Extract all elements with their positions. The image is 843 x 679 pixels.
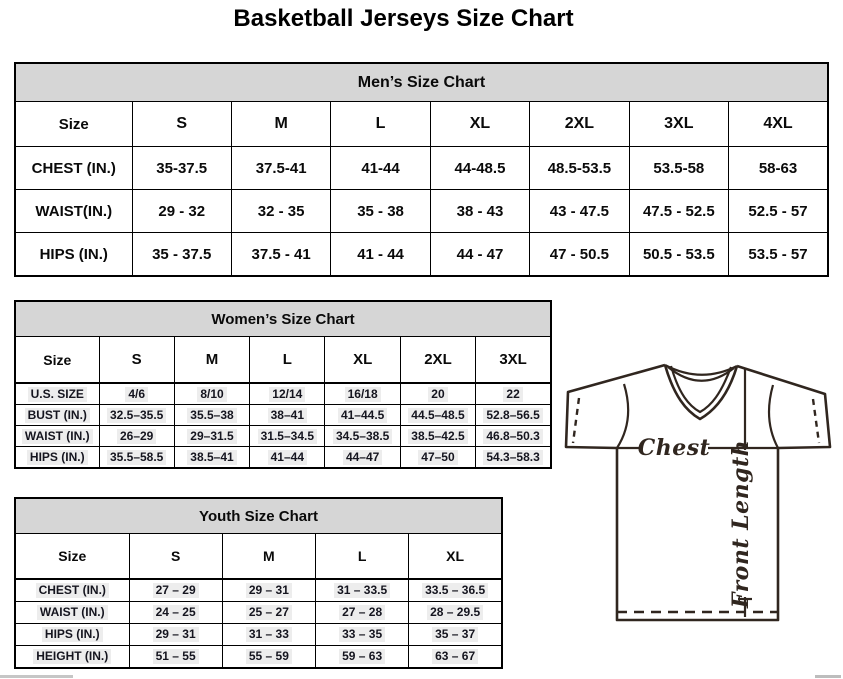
womens-value-cell: 12/14 bbox=[250, 383, 325, 405]
womens-value-cell: 46.8–50.3 bbox=[476, 426, 551, 447]
mens-value-cell: 53.5-58 bbox=[629, 147, 728, 190]
mens-value-cell: 35-37.5 bbox=[132, 147, 231, 190]
mens-value-cell: 48.5-53.5 bbox=[530, 147, 629, 190]
mens-value-cell: 47 - 50.5 bbox=[530, 233, 629, 277]
womens-row-label: U.S. SIZE bbox=[15, 383, 99, 405]
youth-row-label: HIPS (IN.) bbox=[15, 624, 129, 646]
youth-value-cell: 29 – 31 bbox=[222, 579, 315, 602]
mens-value-cell: 29 - 32 bbox=[132, 190, 231, 233]
mens-value-cell: 53.5 - 57 bbox=[729, 233, 828, 277]
youth-row-label: HEIGHT (IN.) bbox=[15, 646, 129, 669]
mens-value-cell: 50.5 - 53.5 bbox=[629, 233, 728, 277]
womens-value-cell: 4/6 bbox=[99, 383, 174, 405]
mens-value-cell: 35 - 37.5 bbox=[132, 233, 231, 277]
womens-value-cell: 44.5–48.5 bbox=[400, 405, 475, 426]
mens-row-label: CHEST (IN.) bbox=[15, 147, 132, 190]
womens-row-label: BUST (IN.) bbox=[15, 405, 99, 426]
youth-value-cell: 33 – 35 bbox=[316, 624, 409, 646]
womens-value-cell: 29–31.5 bbox=[174, 426, 249, 447]
mens-value-cell: 58-63 bbox=[729, 147, 828, 190]
womens-value-cell: 38.5–42.5 bbox=[400, 426, 475, 447]
front-length-label: Front Length bbox=[728, 439, 754, 609]
mens-col-header: L bbox=[331, 102, 430, 147]
mens-col-header: S bbox=[132, 102, 231, 147]
womens-value-cell: 44–47 bbox=[325, 447, 400, 469]
womens-value-cell: 16/18 bbox=[325, 383, 400, 405]
right-cuff-dashed-seam bbox=[813, 399, 819, 443]
mens-size-table bbox=[14, 62, 829, 277]
youth-value-cell: 59 – 63 bbox=[316, 646, 409, 669]
youth-size-label: Size bbox=[15, 534, 129, 580]
womens-col-header: M bbox=[174, 337, 249, 384]
scrollbar-fragment-right[interactable] bbox=[815, 675, 841, 678]
womens-row-label: WAIST (IN.) bbox=[15, 426, 99, 447]
womens-value-cell: 35.5–58.5 bbox=[99, 447, 174, 469]
mens-table-title: Men’s Size Chart bbox=[15, 63, 828, 102]
page-title: Basketball Jerseys Size Chart bbox=[233, 5, 574, 32]
scrollbar-fragment-left[interactable] bbox=[0, 675, 73, 678]
youth-value-cell: 27 – 28 bbox=[316, 602, 409, 624]
mens-value-cell: 47.5 - 52.5 bbox=[629, 190, 728, 233]
womens-value-cell: 32.5–35.5 bbox=[99, 405, 174, 426]
youth-col-header: M bbox=[222, 534, 315, 580]
womens-size-label: Size bbox=[15, 337, 99, 384]
womens-value-cell: 38–41 bbox=[250, 405, 325, 426]
youth-row-label: WAIST (IN.) bbox=[15, 602, 129, 624]
youth-value-cell: 31 – 33 bbox=[222, 624, 315, 646]
youth-value-cell: 35 – 37 bbox=[409, 624, 502, 646]
mens-row-label: WAIST(IN.) bbox=[15, 190, 132, 233]
womens-value-cell: 31.5–34.5 bbox=[250, 426, 325, 447]
mens-value-cell: 44-48.5 bbox=[430, 147, 529, 190]
jersey-measurement-diagram bbox=[558, 358, 843, 626]
womens-col-header: 3XL bbox=[476, 337, 551, 384]
mens-value-cell: 37.5-41 bbox=[231, 147, 330, 190]
mens-value-cell: 38 - 43 bbox=[430, 190, 529, 233]
mens-value-cell: 41-44 bbox=[331, 147, 430, 190]
womens-value-cell: 34.5–38.5 bbox=[325, 426, 400, 447]
womens-size-table bbox=[14, 300, 552, 469]
mens-value-cell: 32 - 35 bbox=[231, 190, 330, 233]
mens-value-cell: 52.5 - 57 bbox=[729, 190, 828, 233]
youth-value-cell: 28 – 29.5 bbox=[409, 602, 502, 624]
youth-col-header: XL bbox=[409, 534, 502, 580]
womens-value-cell: 22 bbox=[476, 383, 551, 405]
youth-value-cell: 29 – 31 bbox=[129, 624, 222, 646]
youth-value-cell: 51 – 55 bbox=[129, 646, 222, 669]
womens-value-cell: 54.3–58.3 bbox=[476, 447, 551, 469]
jersey-outline bbox=[566, 365, 830, 620]
womens-value-cell: 8/10 bbox=[174, 383, 249, 405]
youth-value-cell: 27 – 29 bbox=[129, 579, 222, 602]
left-armhole-seam bbox=[617, 384, 628, 448]
womens-col-header: 2XL bbox=[400, 337, 475, 384]
womens-value-cell: 35.5–38 bbox=[174, 405, 249, 426]
youth-value-cell: 24 – 25 bbox=[129, 602, 222, 624]
womens-col-header: XL bbox=[325, 337, 400, 384]
mens-value-cell: 44 - 47 bbox=[430, 233, 529, 277]
womens-table-title: Women’s Size Chart bbox=[15, 301, 551, 337]
womens-value-cell: 26–29 bbox=[99, 426, 174, 447]
mens-col-header: 3XL bbox=[629, 102, 728, 147]
mens-col-header: 4XL bbox=[729, 102, 828, 147]
womens-col-header: L bbox=[250, 337, 325, 384]
youth-col-header: S bbox=[129, 534, 222, 580]
mens-size-label: Size bbox=[15, 102, 132, 147]
womens-value-cell: 41–44 bbox=[250, 447, 325, 469]
mens-value-cell: 41 - 44 bbox=[331, 233, 430, 277]
youth-size-table bbox=[14, 497, 503, 669]
mens-col-header: XL bbox=[430, 102, 529, 147]
youth-value-cell: 55 – 59 bbox=[222, 646, 315, 669]
womens-value-cell: 52.8–56.5 bbox=[476, 405, 551, 426]
youth-row-label: CHEST (IN.) bbox=[15, 579, 129, 602]
mens-col-header: M bbox=[231, 102, 330, 147]
youth-value-cell: 63 – 67 bbox=[409, 646, 502, 669]
womens-value-cell: 47–50 bbox=[400, 447, 475, 469]
mens-value-cell: 37.5 - 41 bbox=[231, 233, 330, 277]
chest-label: Chest bbox=[637, 435, 711, 461]
womens-col-header: S bbox=[99, 337, 174, 384]
mens-value-cell: 35 - 38 bbox=[331, 190, 430, 233]
right-armhole-seam bbox=[769, 385, 778, 448]
womens-value-cell: 20 bbox=[400, 383, 475, 405]
womens-value-cell: 38.5–41 bbox=[174, 447, 249, 469]
youth-table-title: Youth Size Chart bbox=[15, 498, 502, 534]
left-cuff-dashed-seam bbox=[573, 398, 579, 443]
youth-value-cell: 31 – 33.5 bbox=[316, 579, 409, 602]
mens-row-label: HIPS (IN.) bbox=[15, 233, 132, 277]
youth-value-cell: 25 – 27 bbox=[222, 602, 315, 624]
womens-row-label: HIPS (IN.) bbox=[15, 447, 99, 469]
youth-col-header: L bbox=[316, 534, 409, 580]
mens-col-header: 2XL bbox=[530, 102, 629, 147]
youth-value-cell: 33.5 – 36.5 bbox=[409, 579, 502, 602]
womens-value-cell: 41–44.5 bbox=[325, 405, 400, 426]
mens-value-cell: 43 - 47.5 bbox=[530, 190, 629, 233]
